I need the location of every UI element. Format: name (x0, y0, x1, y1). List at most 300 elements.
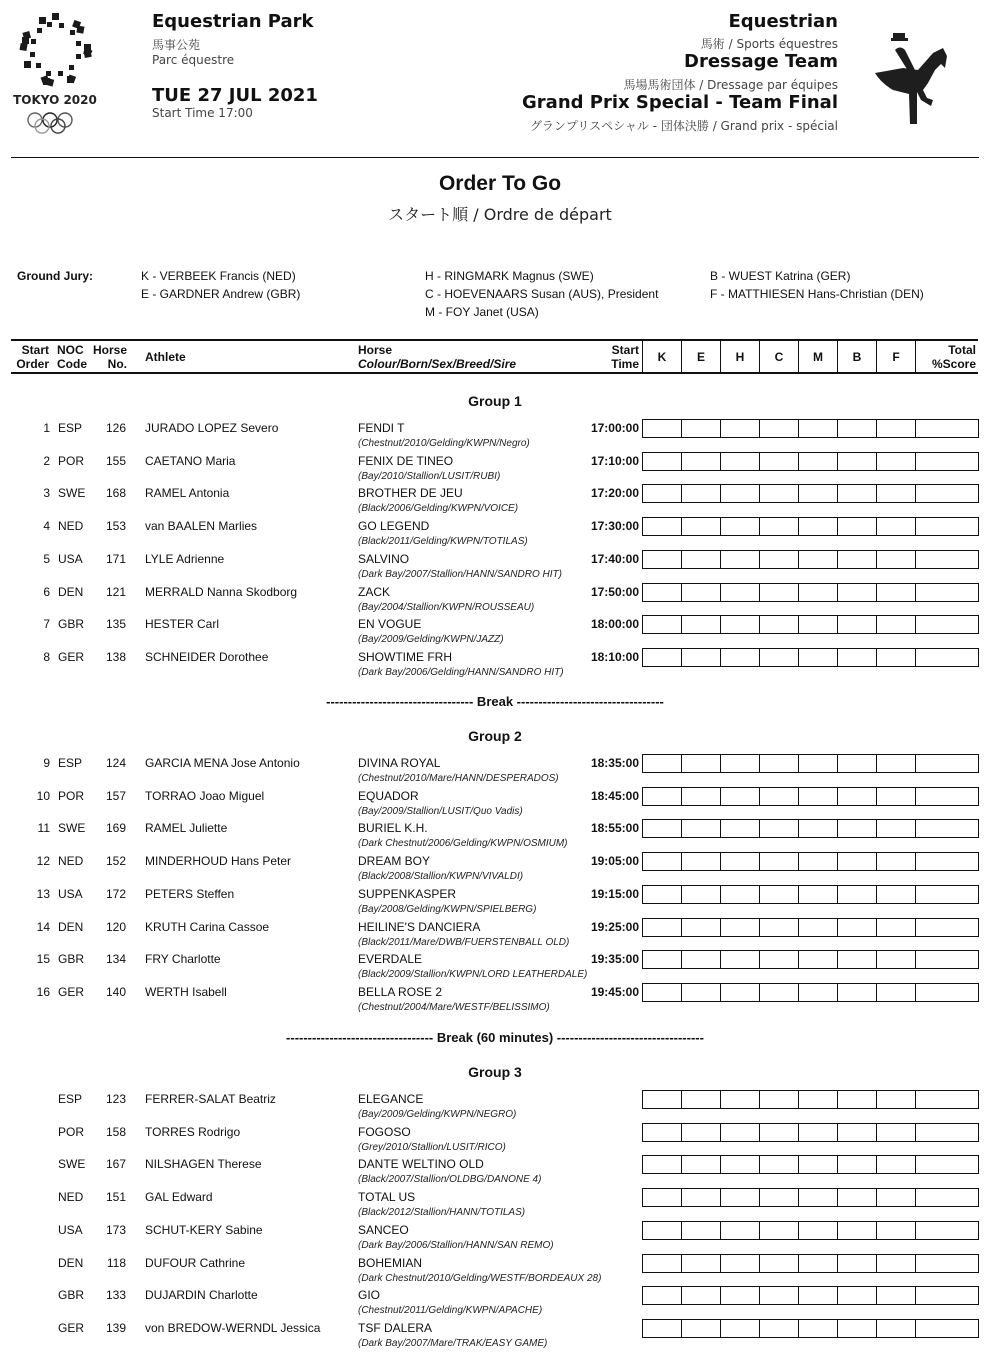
score-box-h (721, 1156, 760, 1173)
score-box-b (838, 919, 877, 936)
start-order: 5 (43, 551, 50, 566)
group-title: Group 2 (468, 728, 522, 744)
start-time-value: 17:50:00 (590, 584, 639, 599)
horse-details: (Black/2012/Stallion/HANN/TOTILAS) (358, 1207, 526, 1219)
score-box-total (916, 1124, 978, 1141)
table-row (0, 421, 1000, 453)
start-order: 10 (36, 788, 50, 803)
table-row (0, 617, 1000, 649)
horse-number: 172 (105, 886, 126, 901)
score-box-total (916, 1255, 978, 1272)
horse-name: EVERDALE (358, 952, 423, 967)
score-box-e (682, 820, 721, 837)
horse-details: (Black/2011/Mare/DWB/FUERSTENBALL OLD) (358, 936, 570, 948)
start-time-value: 19:45:00 (590, 984, 639, 999)
table-row (0, 920, 1000, 952)
horse-details: (Bay/2010/Stallion/LUSIT/RUBI) (358, 470, 501, 482)
horse-number: 151 (105, 1190, 126, 1205)
score-box-k (643, 1124, 682, 1141)
score-box-k (643, 649, 682, 666)
score-box-e (682, 1287, 721, 1304)
horse-name: ZACK (358, 584, 391, 599)
header-noc-code: NOC Code (57, 343, 87, 371)
header-judge-f: F (876, 339, 915, 374)
score-box-b (838, 853, 877, 870)
score-box-c (760, 485, 799, 502)
score-boxes (642, 1155, 979, 1174)
horse-number: 139 (105, 1320, 126, 1335)
horse-name: FENIX DE TINEO (358, 453, 454, 468)
score-box-f (877, 853, 916, 870)
noc-code: GBR (58, 617, 85, 632)
athlete-name: SCHUT-KERY Sabine (145, 1222, 263, 1237)
score-box-k (643, 755, 682, 772)
noc-code: DEN (58, 919, 84, 934)
score-box-c (760, 1287, 799, 1304)
athlete-name: RAMEL Antonia (145, 486, 230, 501)
noc-code: ESP (58, 421, 83, 435)
score-box-m (799, 1124, 838, 1141)
score-box-m (799, 853, 838, 870)
score-box-c (760, 886, 799, 903)
score-box-b (838, 518, 877, 535)
page-subtitle: スタート順 / Ordre de départ (388, 205, 612, 224)
score-boxes (642, 550, 979, 569)
start-time-value: 18:35:00 (590, 756, 639, 770)
score-boxes (642, 484, 979, 503)
score-box-k (643, 919, 682, 936)
horse-number: 135 (105, 617, 126, 632)
score-box-f (877, 1189, 916, 1206)
score-box-m (799, 420, 838, 437)
horse-name: SUPPENKASPER (358, 886, 457, 901)
horse-number: 167 (105, 1157, 126, 1172)
score-box-c (760, 788, 799, 805)
athlete-name: LYLE Adrienne (145, 551, 225, 566)
score-boxes (642, 983, 979, 1002)
score-boxes (642, 1188, 979, 1207)
score-box-m (799, 886, 838, 903)
score-box-f (877, 551, 916, 568)
score-box-h (721, 485, 760, 502)
horse-details: (Black/2011/Gelding/KWPN/TOTILAS) (358, 536, 528, 548)
noc-code: GBR (58, 1288, 85, 1303)
athlete-name: CAETANO Maria (145, 453, 236, 468)
score-box-c (760, 820, 799, 837)
athlete-name: GARCIA MENA Jose Antonio (145, 756, 300, 770)
header-judge-h: H (720, 339, 759, 374)
score-box-f (877, 886, 916, 903)
group-title: Group 3 (468, 1064, 522, 1080)
score-box-h (721, 919, 760, 936)
horse-number: 153 (105, 519, 126, 534)
score-box-k (643, 584, 682, 601)
score-boxes (642, 517, 979, 536)
score-box-m (799, 1156, 838, 1173)
score-box-m (799, 616, 838, 633)
score-box-total (916, 853, 978, 870)
score-box-b (838, 1189, 877, 1206)
score-box-b (838, 1320, 877, 1337)
tokyo-2020-emblem-icon (12, 8, 98, 138)
horse-number: 118 (106, 1255, 126, 1270)
score-box-h (721, 1255, 760, 1272)
score-box-b (838, 649, 877, 666)
score-box-b (838, 755, 877, 772)
jury-member: H - RINGMARK Magnus (SWE) (425, 269, 594, 283)
break-separator: ---------------------------------- Break ---------------------------------- (326, 694, 664, 709)
score-box-k (643, 820, 682, 837)
horse-details: (Chestnut/2011/Gelding/KWPN/APACHE) (358, 1305, 543, 1317)
score-box-b (838, 485, 877, 502)
score-box-total (916, 1156, 978, 1173)
event-name-sub: グランプリスペシャル - 団体決勝 / Grand prix - spécial (529, 119, 838, 133)
horse-name: DREAM BOY (358, 854, 431, 869)
athlete-name: HESTER Carl (145, 617, 220, 632)
athlete-name: MINDERHOUD Hans Peter (145, 854, 292, 869)
noc-code: GER (58, 984, 85, 999)
horse-details: (Dark Bay/2006/Gelding/HANN/SANDRO HIT) (358, 666, 564, 678)
score-box-k (643, 886, 682, 903)
score-box-k (643, 1156, 682, 1173)
horse-name: FOGOSO (358, 1124, 411, 1139)
discipline-name-sub: 馬場馬術団体 / Dressage par équipes (623, 78, 838, 92)
start-order: 14 (36, 919, 50, 934)
start-time-value: 17:40:00 (590, 551, 639, 566)
horse-number: 124 (105, 756, 126, 770)
score-box-f (877, 584, 916, 601)
athlete-name: SCHNEIDER Dorothee (145, 649, 269, 664)
table-row (0, 985, 1000, 1017)
score-box-e (682, 453, 721, 470)
score-box-f (877, 1091, 916, 1108)
start-time-value: 18:55:00 (590, 821, 639, 836)
score-box-c (760, 919, 799, 936)
score-box-total (916, 1189, 978, 1206)
horse-number: 126 (105, 421, 126, 435)
athlete-name: TORRES Rodrigo (145, 1124, 241, 1139)
dressage-pictogram (873, 28, 953, 126)
noc-code: ESP (58, 1092, 83, 1106)
score-box-total (916, 453, 978, 470)
score-box-b (838, 1156, 877, 1173)
horse-name: TSF DALERA (358, 1320, 433, 1335)
start-time-value: 18:45:00 (590, 788, 639, 803)
table-row (0, 1288, 1000, 1320)
score-box-e (682, 951, 721, 968)
score-box-m (799, 1222, 838, 1239)
start-time-value: 17:30:00 (590, 519, 639, 534)
start-time-value: 17:20:00 (590, 486, 639, 501)
horse-details: (Bay/2004/Stallion/KWPN/ROUSSEAU) (358, 601, 535, 613)
table-row (0, 756, 1000, 788)
score-box-c (760, 755, 799, 772)
score-box-m (799, 518, 838, 535)
horse-name: FENDI T (358, 421, 405, 435)
score-box-k (643, 1320, 682, 1337)
score-boxes (642, 1319, 979, 1338)
score-boxes (642, 1286, 979, 1305)
score-box-c (760, 518, 799, 535)
score-box-h (721, 1320, 760, 1337)
score-box-f (877, 485, 916, 502)
noc-code: POR (58, 1124, 85, 1139)
score-box-c (760, 616, 799, 633)
horse-details: (Black/2009/Stallion/KWPN/LORD LEATHERDALE) (358, 969, 588, 981)
table-row (0, 952, 1000, 984)
header-total-score: Total %Score (915, 339, 978, 374)
score-box-c (760, 951, 799, 968)
score-box-h (721, 820, 760, 837)
horse-details: (Black/2008/Stallion/KWPN/VIVALDI) (358, 871, 524, 883)
horse-number: 157 (105, 788, 126, 803)
horse-name: ELEGANCE (358, 1092, 424, 1106)
score-box-m (799, 485, 838, 502)
score-box-total (916, 886, 978, 903)
score-box-e (682, 1222, 721, 1239)
score-box-f (877, 649, 916, 666)
athlete-name: WERTH Isabell (145, 984, 227, 999)
horse-name: BURIEL K.H. (358, 821, 428, 836)
table-row (0, 821, 1000, 853)
start-order: 12 (36, 854, 50, 869)
score-box-total (916, 584, 978, 601)
score-box-e (682, 755, 721, 772)
jury-member: M - FOY Janet (USA) (425, 305, 539, 319)
horse-number: 123 (105, 1092, 126, 1106)
horse-details: (Dark Bay/2006/Stallion/HANN/SAN REMO) (358, 1239, 554, 1251)
noc-code: GER (58, 649, 85, 664)
discipline-name: Dressage Team (684, 51, 838, 72)
horse-name: DANTE WELTINO OLD (358, 1157, 484, 1172)
score-box-h (721, 1287, 760, 1304)
score-box-k (643, 853, 682, 870)
score-box-m (799, 755, 838, 772)
score-box-m (799, 1255, 838, 1272)
horse-name: BOHEMIAN (358, 1255, 423, 1270)
score-box-e (682, 853, 721, 870)
noc-code: SWE (58, 486, 86, 501)
horse-number: 173 (105, 1222, 126, 1237)
table-row (0, 585, 1000, 617)
score-box-total (916, 420, 978, 437)
start-order: 1 (43, 421, 50, 435)
score-box-h (721, 1189, 760, 1206)
score-box-k (643, 1222, 682, 1239)
score-box-b (838, 984, 877, 1001)
score-box-e (682, 1189, 721, 1206)
score-box-h (721, 649, 760, 666)
score-box-f (877, 1287, 916, 1304)
horse-name: GIO (358, 1288, 381, 1303)
ground-jury-label: Ground Jury: (17, 269, 94, 283)
start-order: 15 (36, 952, 50, 967)
start-time-value: 18:00:00 (590, 617, 639, 632)
horse-name: SHOWTIME FRH (358, 649, 452, 664)
score-box-h (721, 951, 760, 968)
score-box-total (916, 951, 978, 968)
score-box-c (760, 584, 799, 601)
score-box-e (682, 420, 721, 437)
start-time-value: 19:35:00 (590, 952, 639, 967)
horse-name: SALVINO (358, 551, 410, 566)
start-order: 7 (43, 617, 50, 632)
athlete-name: von BREDOW-WERNDL Jessica (145, 1320, 321, 1335)
score-box-h (721, 453, 760, 470)
score-box-e (682, 649, 721, 666)
horse-details: (Chestnut/2010/Gelding/KWPN/Negro) (358, 438, 530, 449)
noc-code: DEN (58, 1255, 84, 1270)
score-box-c (760, 1255, 799, 1272)
table-row (0, 519, 1000, 551)
start-order: 11 (37, 821, 50, 836)
score-box-e (682, 551, 721, 568)
score-box-c (760, 1124, 799, 1141)
start-time-value: 19:05:00 (590, 854, 639, 869)
sport-name-sub: 馬術 / Sports équestres (700, 37, 838, 51)
header-start-time: Start Time (611, 343, 639, 371)
score-box-total (916, 518, 978, 535)
score-box-m (799, 453, 838, 470)
score-box-f (877, 755, 916, 772)
score-box-total (916, 485, 978, 502)
jury-member: E - GARDNER Andrew (GBR) (141, 287, 301, 301)
header-start-order: Start Order (16, 343, 49, 371)
score-box-c (760, 453, 799, 470)
score-box-f (877, 1222, 916, 1239)
score-box-f (877, 1124, 916, 1141)
score-box-k (643, 453, 682, 470)
start-order: 8 (43, 649, 50, 664)
horse-name: TOTAL US (358, 1190, 416, 1205)
score-box-f (877, 616, 916, 633)
horse-number: 138 (105, 649, 126, 664)
horse-number: 171 (105, 551, 126, 566)
score-box-h (721, 788, 760, 805)
start-time-value: 19:25:00 (590, 919, 639, 934)
jury-member: F - MATTHIESEN Hans-Christian (DEN) (710, 287, 924, 301)
score-box-e (682, 1320, 721, 1337)
score-box-c (760, 1222, 799, 1239)
table-header (11, 339, 978, 374)
horse-number: 158 (105, 1124, 126, 1139)
score-box-total (916, 1222, 978, 1239)
score-box-b (838, 1287, 877, 1304)
noc-code: NED (58, 519, 84, 534)
table-row (0, 854, 1000, 886)
score-box-m (799, 788, 838, 805)
horse-name: BROTHER DE JEU (358, 486, 463, 501)
score-boxes (642, 754, 979, 773)
table-row (0, 486, 1000, 518)
score-box-f (877, 919, 916, 936)
athlete-name: FERRER-SALAT Beatriz (145, 1092, 276, 1106)
score-boxes (642, 452, 979, 471)
score-box-e (682, 584, 721, 601)
group-title: Group 1 (468, 393, 522, 409)
noc-code: POR (58, 788, 85, 803)
score-box-e (682, 788, 721, 805)
start-order: 2 (43, 453, 50, 468)
score-box-f (877, 1156, 916, 1173)
table-row (0, 789, 1000, 821)
break-separator: ---------------------------------- Break (60 minutes) ---------------------------------- (286, 1030, 704, 1045)
score-box-k (643, 420, 682, 437)
score-box-b (838, 1222, 877, 1239)
header-horse-no: Horse No. (92, 343, 127, 371)
athlete-name: TORRAO Joao Miguel (145, 788, 265, 803)
score-box-c (760, 984, 799, 1001)
score-box-m (799, 551, 838, 568)
score-box-m (799, 919, 838, 936)
noc-code: SWE (58, 821, 86, 836)
score-box-e (682, 1255, 721, 1272)
horse-details: (Chestnut/2004/Mare/WESTF/BELISSIMO) (358, 1001, 550, 1013)
score-box-e (682, 518, 721, 535)
header-judge-b: B (837, 339, 876, 374)
noc-code: DEN (58, 584, 84, 599)
horse-details: (Dark Chestnut/2006/Gelding/KWPN/OSMIUM) (358, 838, 568, 850)
score-box-h (721, 616, 760, 633)
start-order: 9 (43, 756, 50, 770)
score-box-k (643, 788, 682, 805)
start-time-value: 18:10:00 (590, 649, 639, 664)
horse-number: 168 (105, 486, 126, 501)
table-row (0, 552, 1000, 584)
athlete-name: PETERS Steffen (145, 886, 235, 901)
score-box-m (799, 1320, 838, 1337)
noc-code: ESP (58, 756, 83, 770)
table-row (0, 1190, 1000, 1222)
score-box-h (721, 1124, 760, 1141)
score-box-b (838, 420, 877, 437)
start-time-value: 19:15:00 (590, 886, 639, 901)
score-box-k (643, 984, 682, 1001)
score-box-f (877, 788, 916, 805)
horse-details: (Bay/2009/Stallion/LUSIT/Quo Vadis) (358, 805, 523, 817)
table-row (0, 650, 1000, 682)
score-box-b (838, 788, 877, 805)
score-box-f (877, 1255, 916, 1272)
score-boxes (642, 615, 979, 634)
score-box-c (760, 853, 799, 870)
horse-details: (Bay/2008/Gelding/KWPN/SPIELBERG) (358, 903, 537, 915)
score-box-total (916, 919, 978, 936)
score-box-f (877, 518, 916, 535)
jury-member: B - WUEST Katrina (GER) (710, 269, 851, 283)
score-box-k (643, 1287, 682, 1304)
score-box-c (760, 1091, 799, 1108)
noc-code: NED (58, 854, 84, 869)
horse-number: 121 (105, 584, 126, 599)
score-box-k (643, 1255, 682, 1272)
score-box-m (799, 649, 838, 666)
horse-details: (Dark Chestnut/2010/Gelding/WESTF/BORDEAUX 28) (358, 1272, 602, 1284)
score-box-b (838, 584, 877, 601)
horse-number: 155 (105, 453, 126, 468)
score-box-e (682, 1124, 721, 1141)
horse-details: (Black/2006/Gelding/KWPN/VOICE) (358, 503, 519, 515)
score-box-k (643, 1189, 682, 1206)
athlete-name: NILSHAGEN Therese (145, 1157, 262, 1172)
jury-member: K - VERBEEK Francis (NED) (141, 269, 296, 283)
horse-number: 134 (105, 952, 126, 967)
score-boxes (642, 583, 979, 602)
noc-code: GER (58, 1320, 85, 1335)
header-athlete: Athlete (145, 350, 186, 364)
score-box-b (838, 453, 877, 470)
score-box-k (643, 518, 682, 535)
